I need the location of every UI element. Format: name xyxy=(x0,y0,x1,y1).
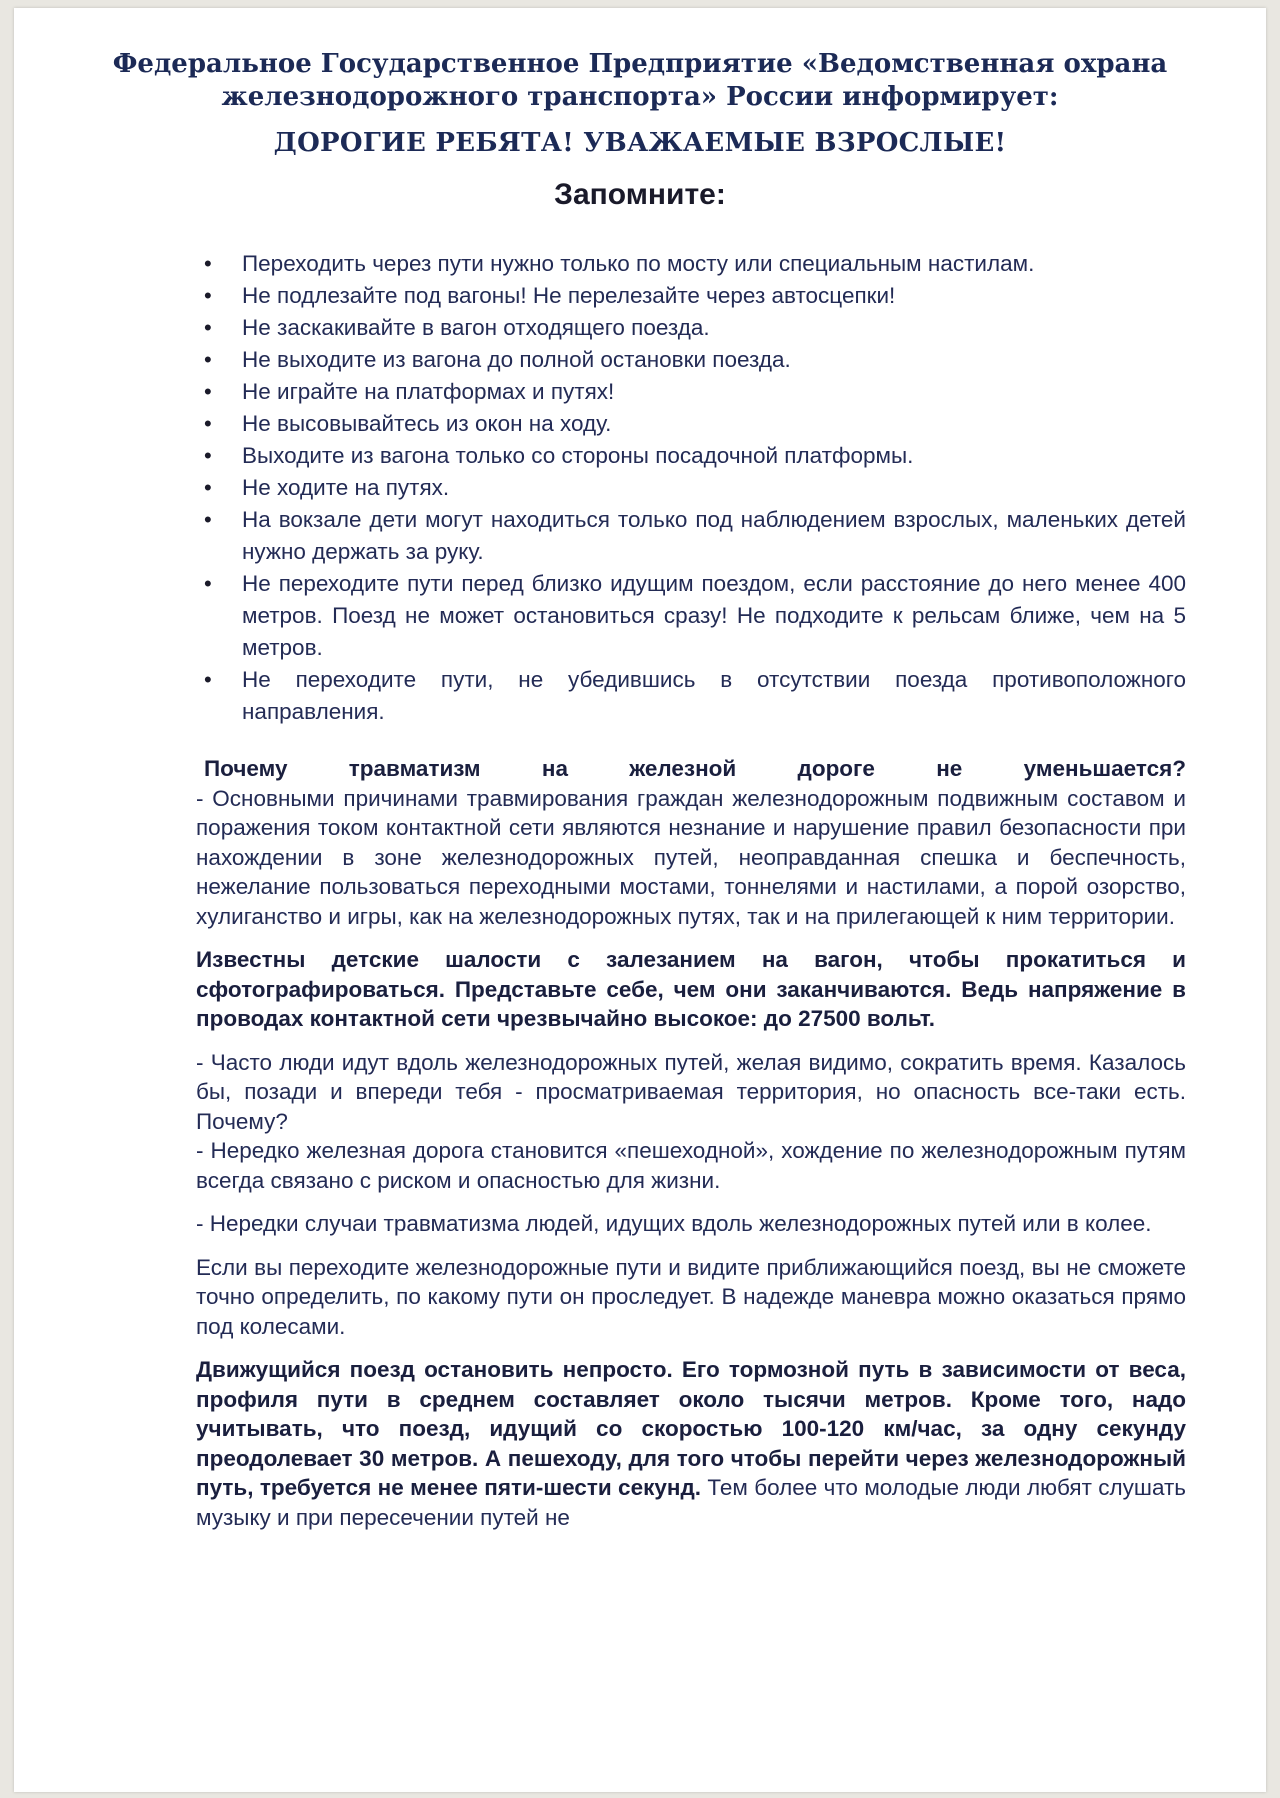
list-item: • Не переходите пути, не убедившись в отсутствии поезда противоположного направления. xyxy=(190,664,1186,728)
section-question: Почему травматизм на железной дороге не уменьшается? xyxy=(204,756,1186,781)
bullet-icon: • xyxy=(204,251,212,276)
list-item: • Не играйте на платформах и путях! xyxy=(190,376,1186,408)
pedestrian-paragraph: - Нередко железная дорога становится «пешеходной», хождение по железнодорожным путям всегда связано с риском и опасностью для жизни. xyxy=(196,1138,1186,1193)
remember-heading: Запомните: xyxy=(554,178,726,211)
injury-paragraph: - Нередки случаи травматизма людей, идущих вдоль железнодорожных путей или в колее. xyxy=(196,1211,1152,1236)
list-item: • Выходите из вагона только со стороны посадочной платформы. xyxy=(190,440,1186,472)
document-header xyxy=(14,48,1266,114)
bullet-icon: • xyxy=(204,379,212,404)
braking-rest-text: Тем более что молодые люди любят слушать музыку и при пересечении путей не xyxy=(196,1475,1186,1530)
list-item: • Не ходите на путях. xyxy=(190,472,1186,504)
list-item: • На вокзале дети могут находиться только под наблюдением взрослых, маленьких детей нужно держать за руку. xyxy=(190,504,1186,568)
braking-bold-text: Движущийся поезд остановить непросто. Его тормозной путь в зависимости от веса, профиля пути в среднем составляет около тысячи метров. Кроме того, надо учитывать, что поезд, идущий со скоростью 100-120 км/час, за одну секунду преодолевает 30 метров. А пешеходу, для того чтобы перейти через железнодорожный путь, требуется не менее пяти-шести секунд. xyxy=(196,1357,1186,1500)
warning-paragraph: Известны детские шалости с залезанием на вагон, чтобы прокатиться и сфотографироваться. Представьте себе, чем они заканчиваются. Ведь напряжение в проводах контактной сети чрезвычайно высокое: до 27500 вольт. xyxy=(196,947,1186,1031)
bullet-icon: • xyxy=(204,411,212,436)
bullet-icon: • xyxy=(204,667,212,692)
list-item: • Не заскакивайте в вагон отходящего поезда. xyxy=(190,312,1186,344)
list-item: • Не подлезайте под вагоны! Не перелезайте через автосцепки! xyxy=(190,280,1186,312)
bullet-icon: • xyxy=(204,283,212,308)
answer-paragraph: - Основными причинами травмирования граждан железнодорожным подвижным составом и поражения током контактной сети являются незнание и нарушение правил безопасности при нахождении в зоне железнодорожных путей, неоправданная спешка и беспечность, нежелание пользоваться переходными мостами, тоннелями и настилами, а порой озорство, хулиганство и игры, как на железнодорожных путях, так и на прилегающей к ним территории. xyxy=(196,785,1186,929)
greeting-heading: ДОРОГИЕ РЕБЯТА! УВАЖАЕМЫЕ ВЗРОСЛЫЕ! xyxy=(273,128,1007,158)
document-page xyxy=(14,8,1266,1792)
list-item: • Не выходите из вагона до полной остановки поезда. xyxy=(190,344,1186,376)
list-item: • Не высовывайтесь из окон на ходу. xyxy=(190,408,1186,440)
walking-paragraph: - Часто люди идут вдоль железнодорожных путей, желая видимо, сократить время. Казалось бы, позади и впереди тебя - просматриваемая территория, но опасность все-таки есть. Почему? xyxy=(196,1049,1186,1134)
bullet-icon: • xyxy=(204,347,212,372)
header-line-1: Федеральное Государственное Предприятие «Ведомственная охрана xyxy=(112,49,1168,79)
bullet-icon: • xyxy=(204,315,212,340)
bullet-icon: • xyxy=(204,475,212,500)
list-item: • Переходить через пути нужно только по мосту или специальным настилам. xyxy=(190,248,1186,280)
crossing-paragraph: Если вы переходите железнодорожные пути и видите приближающийся поезд, вы не сможете точно определить, по какому пути он проследует. В надежде маневра можно оказаться прямо под колесами. xyxy=(196,1254,1186,1339)
rules-list xyxy=(190,248,1186,728)
article-body xyxy=(196,754,1186,1546)
braking-paragraph xyxy=(196,1355,1186,1532)
header-line-2: железнодорожного транспорта» России информирует: xyxy=(221,82,1059,112)
bullet-icon: • xyxy=(204,507,212,532)
list-item: • Не переходите пути перед близко идущим поездом, если расстояние до него менее 400 метров. Поезд не может остановиться сразу! Не подходите к рельсам ближе, чем на 5 метров. xyxy=(190,568,1186,664)
bullet-icon: • xyxy=(204,571,212,596)
bullet-icon: • xyxy=(204,443,212,468)
